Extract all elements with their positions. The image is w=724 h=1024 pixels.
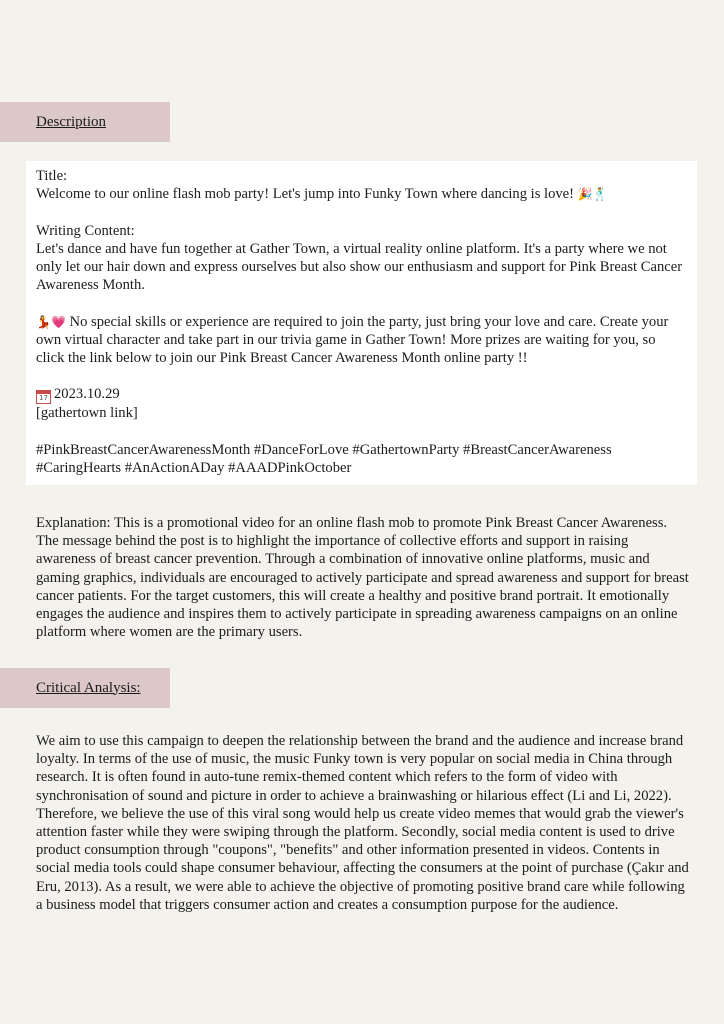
gathertown-link: [gathertown link]: [36, 405, 138, 422]
social-post-card: [26, 161, 697, 485]
explanation-paragraph: Explanation: This is a promotional video for an online flash mob to promote Pink Breast Cancer Awareness. The message behind the post is to highlight the importance of collective efforts and support in raising awareness of breast cancer prevention. Through a combination of innovative online platforms, music and gaming graphics, individuals are encouraged to actively participate and spread awareness and support for breast cancer patients. For the target customers, this will create a healthy and positive brand portrait. It emotionally engages the audience and inspires them to actively participate in spreading awareness campaigns on an online platform where women are the primary users.: [36, 515, 689, 641]
content-paragraph-2: [36, 313, 687, 368]
post-title: [36, 185, 687, 203]
event-date-text: 2023.10.29: [54, 386, 120, 403]
critical-analysis-paragraph: We aim to use this campaign to deepen the relationship between the brand and the audience and increase brand loyalty. In terms of the use of music, the music Funky town is very popular on social media in China through research. It is often found in auto-tune remix-themed content which refers to the form of video with synchronisation of sound and picture in order to achieve a brainwashing or hilarious effect (Li and Li, 2022). Therefore, we believe the use of this viral song would help us create video memes that would grab the viewer's attention faster while they were swiping through the platform. Secondly, social media content is used to drive product consumption through "coupons", "benefits" and other information presented in videos. Contents in social media tools could shape consumer behaviour, affecting the consumers at the point of purchase (Çakır and Eru, 2013). As a result, we were able to achieve the objective of promoting positive brand care while following a business model that triggers consumer action and creates a consumption purpose for the audience.: [36, 733, 689, 913]
section-label-critical-analysis: [0, 668, 170, 708]
section-label-description: [0, 102, 170, 142]
content-paragraph-1: Let's dance and have fun together at Gather Town, a virtual reality online platform. It's a party where we not only let our hair down and express ourselves but also show our enthusiasm and support for Pink Breast Cancer Awareness Month.: [36, 240, 683, 294]
post-title-text: Welcome to our online flash mob party! Let's jump into Funky Town where dancing is love!: [36, 186, 575, 203]
critical-analysis-heading: Critical Analysis:: [36, 679, 141, 696]
dancer-heart-emoji-icon: 💃💗: [36, 314, 66, 329]
content-paragraph-2-text: No special skills or experience are required to join the party, just bring your love and care. Create your own virtual character and take part in our trivia game in Gather Town! More prizes are waiting for you, so click the link below to join our Pink Breast Cancer Awareness Month online party !!: [36, 313, 669, 366]
content-heading: Writing Content:: [36, 222, 135, 239]
party-dance-emoji-icon: 🎉🕺: [577, 187, 608, 202]
hashtags: #PinkBreastCancerAwarenessMonth #DanceForLove #GathertownParty #BreastCancerAwareness #CaringHearts #AnActionADay #AAADPinkOctober: [36, 441, 612, 476]
post-title-heading: Title:: [36, 168, 68, 184]
description-heading: Description: [36, 113, 106, 130]
calendar-icon: 17: [36, 390, 51, 404]
event-date: [36, 385, 687, 404]
